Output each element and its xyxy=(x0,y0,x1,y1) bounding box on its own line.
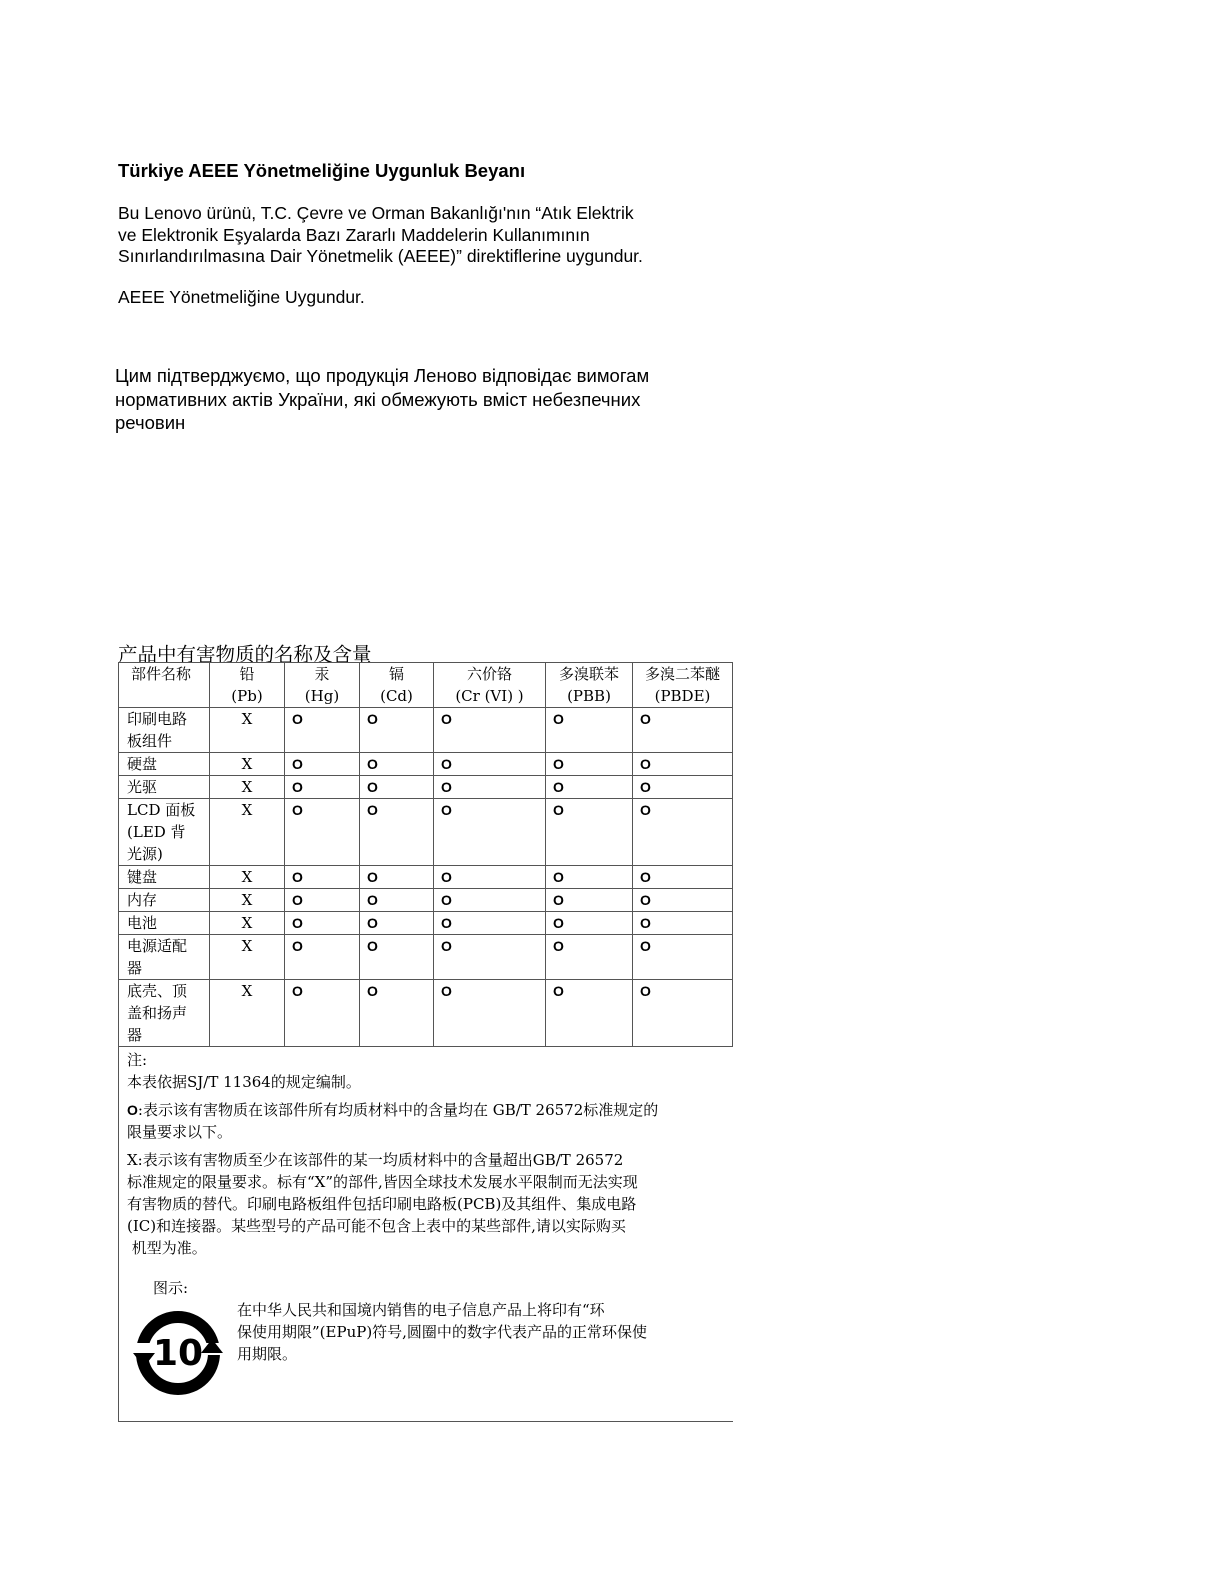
table-row xyxy=(119,708,733,753)
turkish-line: Bu Lenovo ürünü, T.C. Çevre ve Orman Bakanlığı'nın “Atık Elektrik xyxy=(118,203,634,223)
substance-value-cell: O xyxy=(434,889,546,912)
notes-x-line: (IC)和连接器。某些型号的产品可能不包含上表中的某些部件,请以实际购买 xyxy=(127,1217,626,1235)
substance-value-cell: O xyxy=(633,935,733,980)
substance-value-cell: O xyxy=(434,935,546,980)
table-header-row xyxy=(119,663,733,708)
part-name-line: 底壳、顶 xyxy=(127,982,188,1000)
substance-value-cell: O xyxy=(633,753,733,776)
substance-name: 六价铬 xyxy=(466,665,512,683)
ukrainian-line: нормативних актів України, які обмежують вміст небезпечних xyxy=(115,388,641,410)
substance-value-cell: O xyxy=(546,799,633,866)
substance-value-cell: O xyxy=(360,866,434,889)
part-name-line: 内存 xyxy=(127,891,158,909)
part-name-line: (LED 背 xyxy=(127,823,186,841)
substance-value-cell: O xyxy=(360,889,434,912)
substance-value-cell: O xyxy=(546,708,633,753)
substance-value-cell: O xyxy=(285,935,360,980)
table-row xyxy=(119,776,733,799)
o-explanation: :表示该有害物质在该部件所有均质材料中的含量均在 GB/T 26572标准规定的 xyxy=(137,1101,659,1119)
substance-value-cell: O xyxy=(546,866,633,889)
rohs-table-title: 产品中有害物质的名称及含量 xyxy=(118,643,372,666)
substance-value-cell: O xyxy=(285,889,360,912)
substance-value-cell: O xyxy=(285,776,360,799)
substance-value-cell: O xyxy=(633,799,733,866)
substance-value-cell: O xyxy=(360,980,434,1047)
substance-value-cell: O xyxy=(633,912,733,935)
notes-standard: 本表依据SJ/T 11364的规定编制。 xyxy=(127,1073,361,1091)
substance-name: 铅 xyxy=(239,665,255,683)
substance-symbol: (Pb) xyxy=(231,687,263,705)
header-substance xyxy=(633,663,733,708)
part-name-line: 器 xyxy=(127,959,143,977)
hazardous-substances-table xyxy=(118,662,733,1422)
notes-label: 注: xyxy=(127,1051,148,1069)
part-name-cell xyxy=(119,980,210,1047)
header-substance xyxy=(210,663,285,708)
substance-value-cell: O xyxy=(434,753,546,776)
part-name-cell xyxy=(119,776,210,799)
epup-legend xyxy=(127,1303,733,1397)
substance-value-cell: O xyxy=(360,935,434,980)
epup-description xyxy=(237,1299,647,1365)
substance-value-cell: O xyxy=(285,753,360,776)
epup-number: 10 xyxy=(152,1333,204,1374)
table-row xyxy=(119,889,733,912)
epup-line: 保使用期限”(EPuP)符号,圆圈中的数字代表产品的正常环保使 xyxy=(237,1323,647,1341)
header-part-name: 部件名称 xyxy=(119,663,210,708)
epup-line: 用期限。 xyxy=(237,1345,298,1363)
substance-symbol: (Cd) xyxy=(380,687,413,705)
part-name-line: 键盘 xyxy=(127,868,158,886)
substance-value-cell: O xyxy=(633,866,733,889)
substance-name: 汞 xyxy=(314,665,330,683)
substance-value-cell: X xyxy=(210,866,285,889)
substance-value-cell: O xyxy=(285,980,360,1047)
header-substance xyxy=(360,663,434,708)
part-name-cell xyxy=(119,889,210,912)
header-substance xyxy=(285,663,360,708)
epup-10-icon xyxy=(131,1307,225,1397)
substance-value-cell: X xyxy=(210,889,285,912)
substance-value-cell: O xyxy=(434,866,546,889)
substance-value-cell: X xyxy=(210,980,285,1047)
turkish-paragraph xyxy=(118,203,643,268)
substance-value-cell: O xyxy=(546,776,633,799)
substance-value-cell: O xyxy=(633,708,733,753)
part-name-line: 印刷电路 xyxy=(127,710,188,728)
legend-label: 图示: xyxy=(153,1279,189,1297)
substance-value-cell: O xyxy=(285,912,360,935)
table-row xyxy=(119,912,733,935)
substance-value-cell: O xyxy=(434,980,546,1047)
substance-value-cell: X xyxy=(210,799,285,866)
substance-value-cell: O xyxy=(285,866,360,889)
ukrainian-line: Цим підтверджуємо, що продукція Леново відповідає вимогам xyxy=(115,365,650,386)
table-row xyxy=(119,866,733,889)
substance-value-cell: O xyxy=(434,708,546,753)
substance-value-cell: X xyxy=(210,776,285,799)
substance-value-cell: X xyxy=(210,935,285,980)
part-name-line: LCD 面板 xyxy=(127,801,196,819)
notes-x-line: 标准规定的限量要求。标有“X”的部件,皆因全球技术发展水平限制而无法实现 xyxy=(127,1173,638,1191)
part-name-line: 电池 xyxy=(127,914,158,932)
substance-value-cell: O xyxy=(360,708,434,753)
substance-symbol: (PBB) xyxy=(567,687,611,705)
substance-symbol: (Cr (VI) ) xyxy=(455,687,524,705)
table-notes xyxy=(119,1047,733,1422)
part-name-line: 器 xyxy=(127,1026,143,1044)
notes-o-line: 限量要求以下。 xyxy=(127,1123,233,1141)
substance-value-cell: O xyxy=(633,776,733,799)
part-name-cell xyxy=(119,708,210,753)
substance-value-cell: O xyxy=(633,889,733,912)
substance-value-cell: O xyxy=(546,889,633,912)
table-row xyxy=(119,935,733,980)
substance-name: 多溴联苯 xyxy=(558,665,619,683)
part-name-line: 硬盘 xyxy=(127,755,158,773)
substance-value-cell: O xyxy=(360,753,434,776)
substance-name: 镉 xyxy=(388,665,404,683)
substance-value-cell: O xyxy=(434,912,546,935)
substance-value-cell: X xyxy=(210,753,285,776)
part-name-line: 板组件 xyxy=(127,732,173,750)
header-substance xyxy=(546,663,633,708)
substance-value-cell: O xyxy=(633,980,733,1047)
substance-value-cell: O xyxy=(434,799,546,866)
epup-line: 在中华人民共和国境内销售的电子信息产品上将印有“环 xyxy=(237,1301,605,1319)
substance-symbol: (Hg) xyxy=(304,687,340,705)
substance-name: 多溴二苯醚 xyxy=(644,665,720,683)
notes-row xyxy=(119,1047,733,1422)
notes-x-line: 机型为准。 xyxy=(127,1239,207,1257)
part-name-cell xyxy=(119,799,210,866)
turkish-line: Sınırlandırılmasına Dair Yönetmelik (AEEE)” direktiflerine uygundur. xyxy=(118,246,643,266)
o-symbol: O xyxy=(127,1102,138,1118)
notes-o-line xyxy=(127,1099,733,1121)
notes-x-line: X:表示该有害物质至少在该部件的某一均质材料中的含量超出GB/T 26572 xyxy=(127,1151,624,1169)
part-name-line: 盖和扬声 xyxy=(127,1004,188,1022)
substance-value-cell: X xyxy=(210,708,285,753)
table-row xyxy=(119,980,733,1047)
part-name-line: 电源适配 xyxy=(127,937,188,955)
substance-value-cell: O xyxy=(360,776,434,799)
substance-value-cell: O xyxy=(360,799,434,866)
substance-value-cell: X xyxy=(210,912,285,935)
header-substance xyxy=(434,663,546,708)
substance-value-cell: O xyxy=(285,799,360,866)
substance-value-cell: O xyxy=(546,935,633,980)
substance-value-cell: O xyxy=(546,912,633,935)
table-row xyxy=(119,753,733,776)
substance-value-cell: O xyxy=(546,980,633,1047)
turkish-conformity: AEEE Yönetmeliğine Uygundur. xyxy=(118,287,365,307)
part-name-line: 光驱 xyxy=(127,778,158,796)
part-name-cell xyxy=(119,912,210,935)
table-row xyxy=(119,799,733,866)
substance-value-cell: O xyxy=(546,753,633,776)
part-name-cell xyxy=(119,866,210,889)
turkish-heading: Türkiye AEEE Yönetmeliğine Uygunluk Beyanı xyxy=(118,160,526,181)
part-name-line: 光源) xyxy=(127,845,163,863)
substance-value-cell: O xyxy=(434,776,546,799)
notes-x-line: 有害物质的替代。印刷电路板组件包括印刷电路板(PCB)及其组件、集成电路 xyxy=(127,1195,637,1213)
part-name-cell xyxy=(119,935,210,980)
ukrainian-line: речовин xyxy=(115,412,186,433)
turkish-line: ve Elektronik Eşyalarda Bazı Zararlı Maddelerin Kullanımının xyxy=(118,224,590,245)
part-name-cell xyxy=(119,753,210,776)
substance-value-cell: O xyxy=(285,708,360,753)
substance-symbol: (PBDE) xyxy=(654,687,711,705)
substance-value-cell: O xyxy=(360,912,434,935)
ukrainian-paragraph xyxy=(115,364,649,435)
